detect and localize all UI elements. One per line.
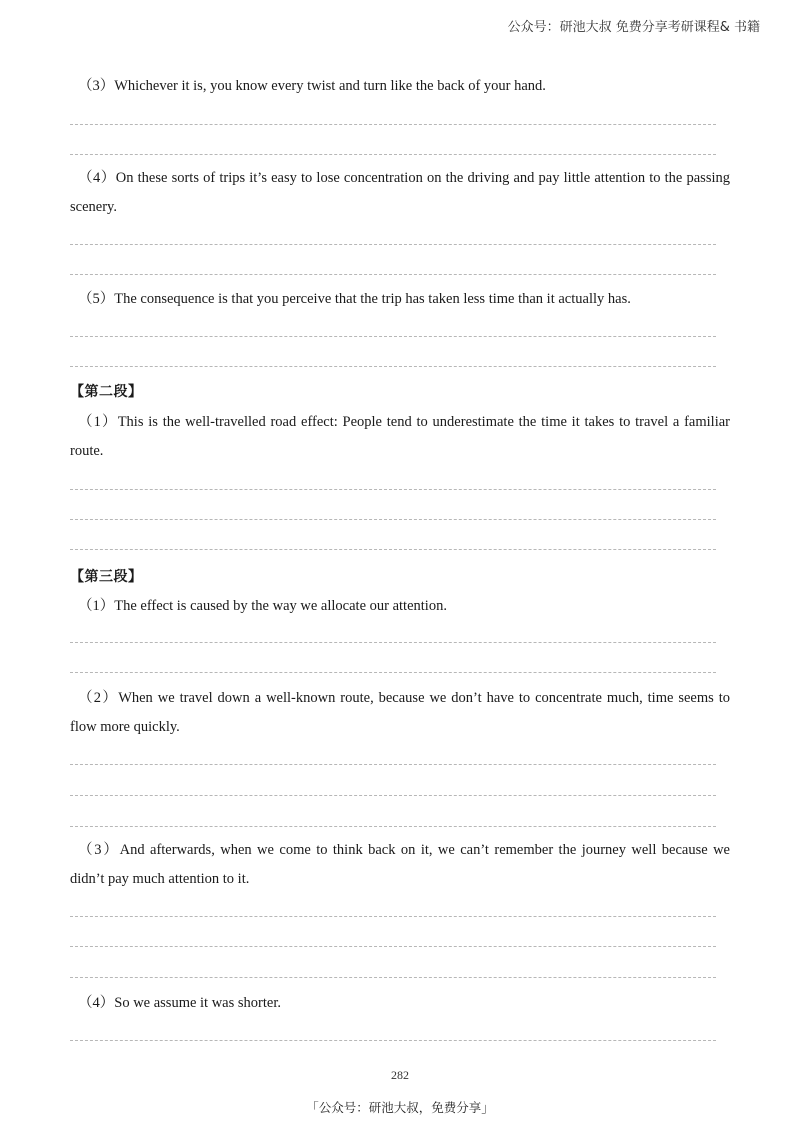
sentence-p1-4 — [70, 164, 730, 222]
answer-line — [70, 826, 716, 827]
sentence-number: （2） — [78, 690, 119, 706]
answer-line — [70, 154, 716, 155]
header-watermark-note: 公众号：研池大叔 免费分享考研课程& 书籍 — [507, 20, 760, 35]
answer-line — [70, 1040, 716, 1041]
sentence-text: When we travel down a well-known route, because we don’t have to concentrate much, time seems to flow more quickly. — [70, 690, 730, 735]
section-heading-2: 【第二段】 — [70, 384, 143, 400]
answer-line — [70, 336, 716, 337]
sentence-p1-3 — [70, 72, 730, 101]
sentence-text: The consequence is that you perceive that the trip has taken less time than it actually has. — [114, 291, 631, 307]
answer-line — [70, 489, 716, 490]
section-heading-3: 【第三段】 — [70, 569, 143, 585]
answer-line — [70, 549, 716, 550]
sentence-p2-1 — [70, 408, 730, 466]
answer-line — [70, 977, 716, 978]
sentence-p1-5 — [70, 285, 730, 314]
sentence-number: （1） — [78, 414, 118, 430]
answer-line — [70, 366, 716, 367]
answer-line — [70, 244, 716, 245]
sentence-text: So we assume it was shorter. — [114, 995, 281, 1011]
sentence-p3-4 — [70, 989, 730, 1018]
sentence-p3-1 — [70, 592, 730, 621]
answer-line — [70, 642, 716, 643]
answer-line — [70, 764, 716, 765]
footer-watermark-note: 「公众号：研池大叔，免费分享」 — [306, 1100, 494, 1115]
answer-line — [70, 946, 716, 947]
answer-line — [70, 916, 716, 917]
answer-line — [70, 672, 716, 673]
sentence-number: （1） — [78, 598, 115, 614]
answer-line — [70, 124, 716, 125]
sentence-text: On these sorts of trips it’s easy to lose concentration on the driving and pay little attention to the passing scenery. — [70, 170, 730, 215]
sentence-number: （4） — [78, 170, 116, 186]
answer-line — [70, 519, 716, 520]
sentence-p3-3 — [70, 836, 730, 894]
sentence-number: （5） — [78, 291, 115, 307]
sentence-number: （3） — [78, 78, 115, 94]
sentence-number: （3） — [78, 842, 120, 858]
sentence-text: And afterwards, when we come to think back on it, we can’t remember the journey well because we didn’t pay much attention to it. — [70, 842, 730, 887]
page-number: 282 — [391, 1068, 409, 1082]
sentence-number: （4） — [78, 995, 115, 1011]
sentence-p3-2 — [70, 684, 730, 742]
answer-line — [70, 274, 716, 275]
sentence-text: This is the well-travelled road effect: People tend to underestimate the time it takes to travel a familiar route. — [70, 414, 731, 459]
answer-line — [70, 795, 716, 796]
sentence-text: The effect is caused by the way we allocate our attention. — [114, 598, 447, 614]
sentence-text: Whichever it is, you know every twist and turn like the back of your hand. — [114, 78, 546, 94]
